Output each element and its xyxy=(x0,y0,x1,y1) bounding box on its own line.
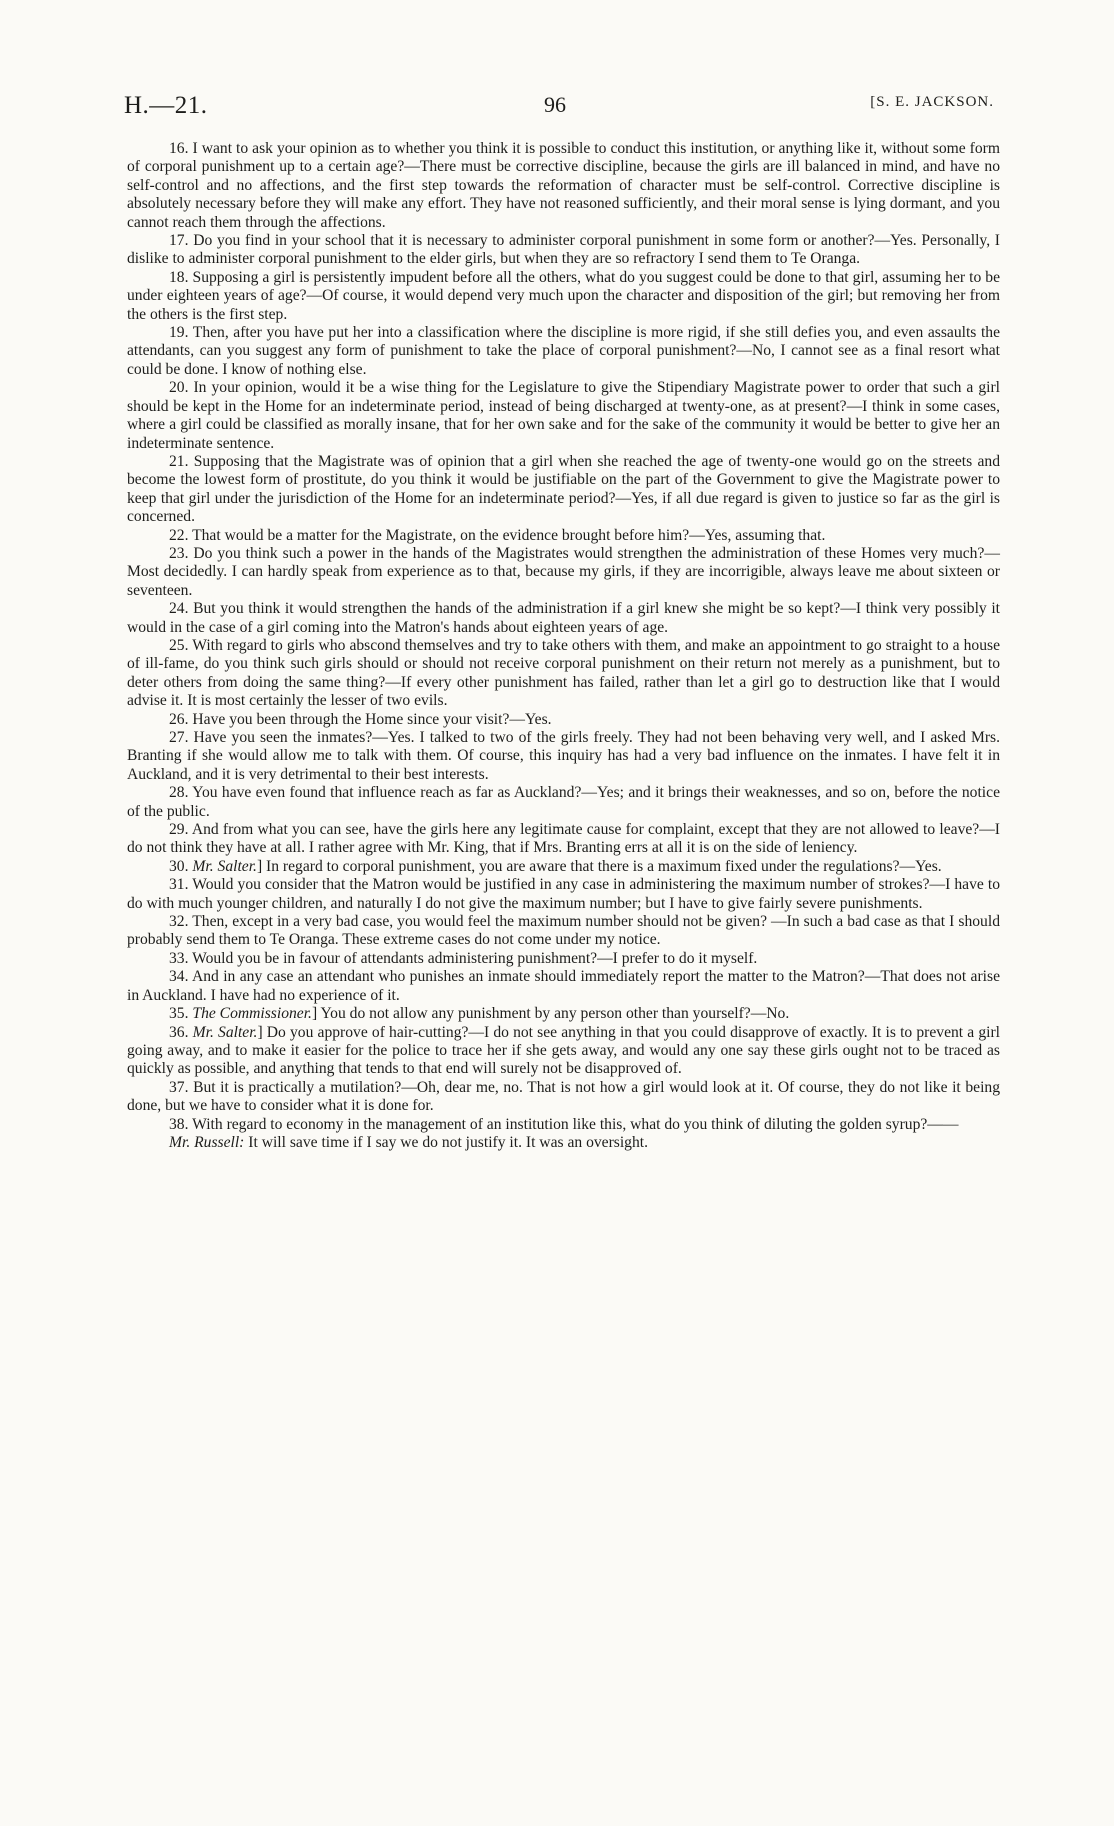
testimony-paragraph: 31. Would you consider that the Matron would be justified in any case in administering the maximum number of strokes?—I have to do with much younger children, and naturally I do not give the maximum number; but I have to give fairly severe punishments. xyxy=(127,876,1000,912)
speaker-name: Mr. Russell: xyxy=(169,1133,245,1151)
testimony-paragraph: 21. Supposing that the Magistrate was of opinion that a girl when she reached the age of twenty-one would go on the streets and become the lowest form of prostitute, do you think it would be justifiable on the part of the Government to give the Magistrate power to keep that girl under the jurisdiction of the Home for an indeterminate period?—Yes, if all due regard is given to justice so far as the girl is concerned. xyxy=(127,452,1000,526)
speaker-name: The Commissioner. xyxy=(192,1005,312,1023)
testimony-paragraph xyxy=(127,858,1000,876)
question-number: 35. xyxy=(169,1005,193,1023)
paragraph-text: ] You do not allow any punishment by any person other than yourself?—No. xyxy=(311,1005,790,1023)
testimony-paragraph: 37. But it is practically a mutilation?—Oh, dear me, no. That is not how a girl would look at it. Of course, they do not like it being done, but we have to consider what it is done for. xyxy=(127,1078,1000,1115)
testimony-paragraph: 22. That would be a matter for the Magistrate, on the evidence brought before him?—Yes, assuming that. xyxy=(169,526,826,544)
question-number: 30. xyxy=(169,857,193,875)
testimony-paragraph: 26. Have you been through the Home since your visit?—Yes. xyxy=(169,710,552,728)
testimony-paragraph: 17. Do you find in your school that it is necessary to administer corporal punishment in some form or another?—Yes. Personally, I dislike to administer corporal punishment to the elder girls, but when they are so refractory I send them to Te Oranga. xyxy=(127,232,1000,268)
testimony-paragraph xyxy=(127,1024,1000,1079)
testimony-paragraph: 20. In your opinion, would it be a wise thing for the Legislature to give the Stipendiary Magistrate power to order that such a girl should be kept in the Home for an indeterminate period, instead of being discharged at twenty-one, as at present?—I think in some cases, where a girl could be classified as morally insane, that for her own sake and for the sake of the community it would be better to give her an indeterminate sentence. xyxy=(127,379,1000,452)
testimony-paragraph: 25. With regard to girls who abscond themselves and try to take others with them, and make an appointment to go straight to a house of ill-fame, do you think such girls should or should not receive corporal punishment on their return not merely as a punishment, but to deter others from doing the same thing?—If every other punishment has failed, rather than let a girl go to destruction like that I would advise it. It is most certainly the lesser of two evils. xyxy=(127,636,1000,710)
testimony-paragraph: 18. Supposing a girl is persistently impudent before all the others, what do you suggest could be done to that girl, assuming her to be under eighteen years of age?—Of course, it would depend very much upon the character and disposition of the girl; but removing her from the others is the first step. xyxy=(127,268,1000,323)
speaker-name: Mr. Salter. xyxy=(192,1023,258,1041)
testimony-paragraph: 28. You have even found that influence reach as far as Auckland?—Yes; and it brings their weaknesses, and so on, before the notice of the public. xyxy=(127,784,1000,820)
paragraph-text: It will save time if I say we do not justify it. It was an oversight. xyxy=(244,1133,649,1151)
testimony-paragraph xyxy=(127,1005,1000,1023)
speaker-name: Mr. Salter. xyxy=(192,857,257,875)
testimony-body xyxy=(127,140,1000,1152)
paragraph-text: ] Do you approve of hair-cutting?—I do not see anything in that you could disapprove of exactly. It is to prevent a girl going away, and to make it easier for the police to trace her if she gets away, and would any one say these girls ought not to be traced as quickly as possible, and anything that tends to that end will surely not be disapproved of. xyxy=(127,1023,1000,1078)
testimony-paragraph xyxy=(127,1134,1000,1152)
page-number: 96 xyxy=(544,92,566,117)
testimony-paragraph: 38. With regard to economy in the management of an institution like this, what do you think of diluting the golden syrup?—— xyxy=(169,1115,959,1133)
testimony-paragraph: 16. I want to ask your opinion as to whether you think it is possible to conduct this institution, or anything like it, without some form of corporal punishment up to a certain age?—There must be corrective discipline, because the girls are ill balanced in mind, and have no self-control and no affections, and the first step towards the reformation of character must be self-control. Corrective discipline is absolutely necessary before they will make any effort. They have not reasoned sufficiently, and their moral sense is lying dormant, and you cannot reach them through the affections. xyxy=(127,140,1000,231)
question-number: 36. xyxy=(169,1023,193,1041)
testimony-paragraph: 24. But you think it would strengthen the hands of the administration if a girl knew she might be so kept?—I think very possibly it would in the case of a girl coming into the Matron's hands about eighteen years of age. xyxy=(127,600,1000,636)
testimony-paragraph: 32. Then, except in a very bad case, you would feel the maximum number should not be given? —In such a bad case as that I should probably send them to Te Oranga. These extreme cases do not come under my notice. xyxy=(127,913,1000,949)
document-code: H.—21. xyxy=(124,92,208,119)
paragraph-text: ] In regard to corporal punishment, you are aware that there is a maximum fixed under the regulations?—Yes. xyxy=(256,857,942,875)
testimony-paragraph: 33. Would you be in favour of attendants administering punishment?—I prefer to do it myself. xyxy=(169,949,758,967)
testimony-paragraph: 29. And from what you can see, have the girls here any legitimate cause for complaint, except that they are not allowed to leave?—I do not think they have at all. I rather agree with Mr. King, that if Mrs. Branting errs at all it is on the side of leniency. xyxy=(127,821,1000,857)
page-header xyxy=(124,92,994,126)
testimony-paragraph: 34. And in any case an attendant who punishes an inmate should immediately report the matter to the Matron?—That does not arise in Auckland. I have had no experience of it. xyxy=(127,968,1000,1004)
testimony-paragraph: 27. Have you seen the inmates?—Yes. I talked to two of the girls freely. They had not been behaving very well, and I asked Mrs. Branting if she would allow me to talk with them. Of course, this inquiry has had a very bad influence on the inmates. I have felt it in Auckland, and it is very detrimental to their best interests. xyxy=(127,729,1000,783)
testimony-paragraph: 23. Do you think such a power in the hands of the Magistrates would strengthen the administration of these Homes very much?—Most decidedly. I can hardly speak from experience as to that, because my girls, if they are incorrigible, always leave me about sixteen or seventeen. xyxy=(127,544,1000,599)
witness-name: [S. E. JACKSON. xyxy=(870,94,994,110)
testimony-paragraph: 19. Then, after you have put her into a classification where the discipline is more rigid, if she still defies you, and even assaults the attendants, can you suggest any form of punishment to take the place of corporal punishment?—No, I cannot see as a final resort what could be done. I know of nothing else. xyxy=(127,324,1000,378)
